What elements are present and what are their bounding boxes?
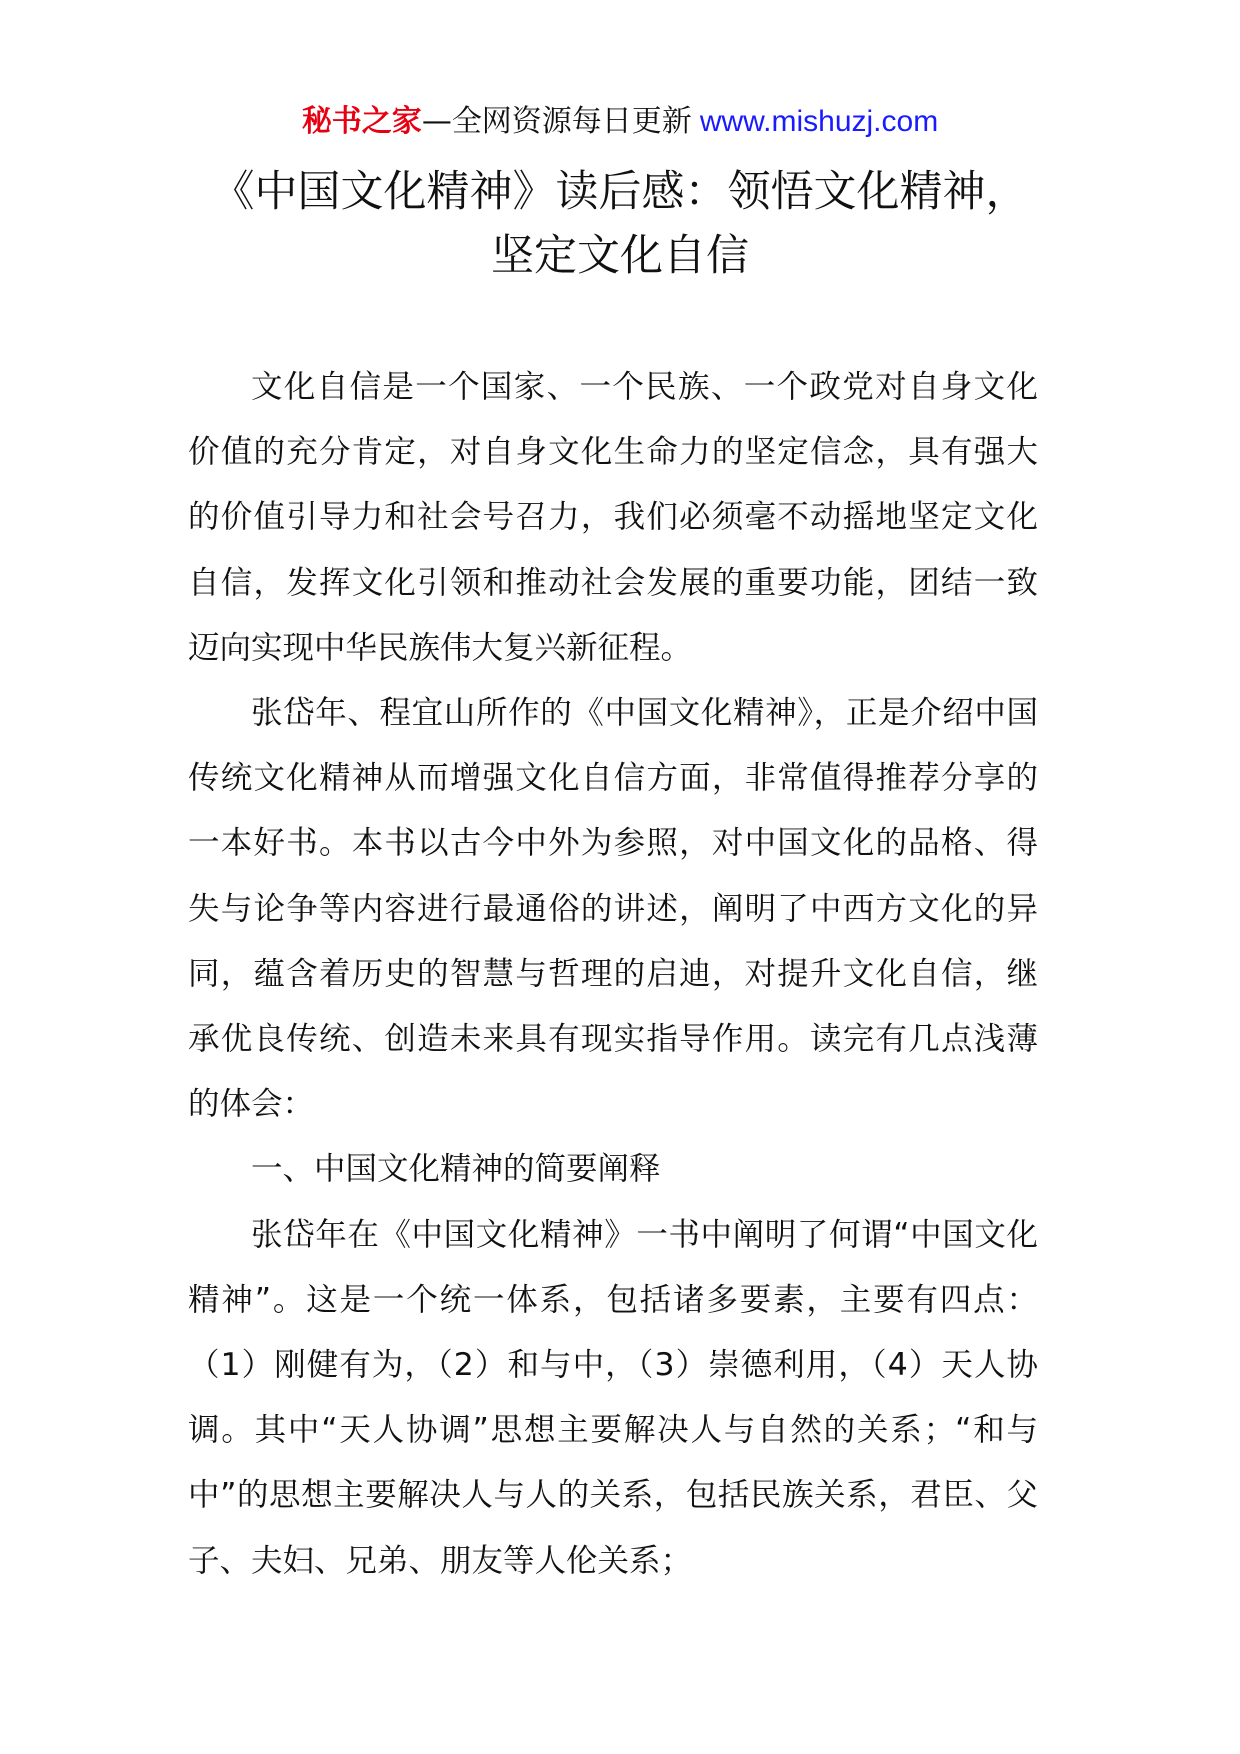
document-title — [150, 160, 1090, 288]
paragraph-section-1: 张岱年在《中国文化精神》一书中阐明了何谓“中国文化精神”。这是一个统一体系，包括诸多要素，主要有四点：（1）刚健有为，（2）和与中，（3）崇德利用，（4）天人协调。其中“天人协调”思想主要解决人与自然的关系；“和与中”的思想主要解决人与人的关系，包括民族关系，君臣、父子、夫妇、兄弟、朋友等人伦关系； — [188, 1216, 1038, 1579]
section-heading-1: 一、中国文化精神的简要阐释 — [251, 1151, 661, 1188]
site-tagline: —全网资源每日更新 — [421, 104, 692, 139]
title-line-2: 坚定文化自信 — [491, 231, 749, 281]
document-body — [188, 355, 1038, 1594]
site-url-link[interactable]: www.mishuzj.com — [699, 105, 939, 138]
site-brand: 秘书之家 — [301, 104, 422, 139]
paragraph-book-introduction: 张岱年、程宜山所作的《中国文化精神》，正是介绍中国传统文化精神从而增强文化自信方面，非常值得推荐分享的一本好书。本书以古今中外为参照，对中国文化的品格、得失与论争等内容进行最通俗的讲述，阐明了中西方文化的异同，蕴含着历史的智慧与哲理的启迪，对提升文化自信，继承优良传统、创造未来具有现实指导作用。读完有几点浅薄的体会： — [188, 695, 1038, 1123]
title-line-1: 《中国文化精神》读后感：领悟文化精神， — [211, 167, 1029, 217]
site-header — [0, 100, 1240, 144]
paragraph-intro: 文化自信是一个国家、一个民族、一个政党对自身文化价值的充分肯定，对自身文化生命力的坚定信念，具有强大的价值引导力和社会号召力，我们必须毫不动摇地坚定文化自信，发挥文化引领和推动社会发展的重要功能，团结一致迈向实现中华民族伟大复兴新征程。 — [188, 369, 1038, 666]
